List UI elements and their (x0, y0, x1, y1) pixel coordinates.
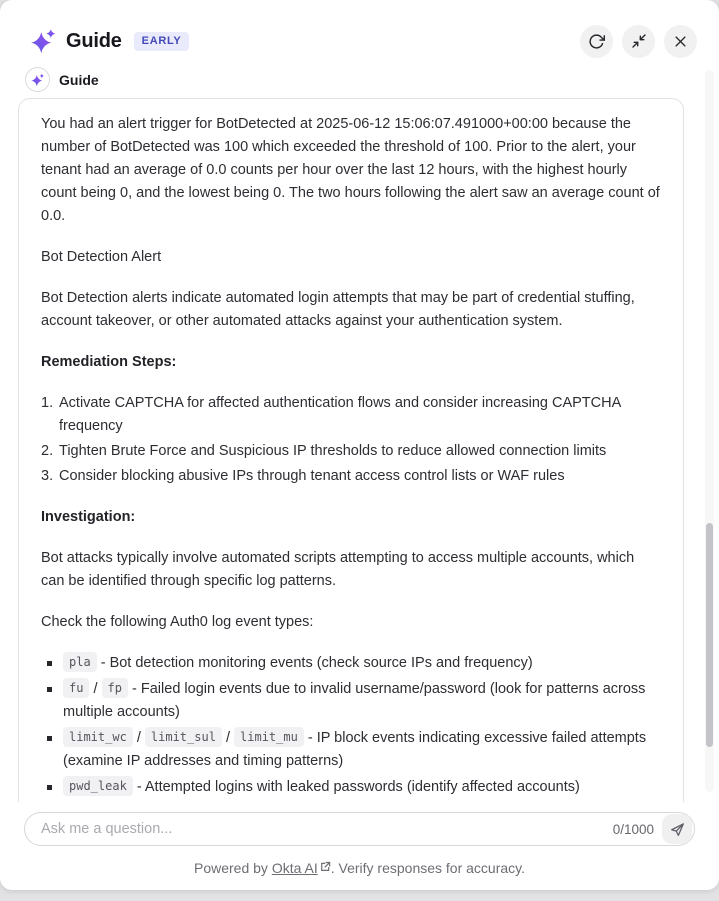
investigation-paragraph: Bot attacks typically involve automated scripts attempting to access multiple accounts, which can be identified through specific log patterns. (41, 550, 635, 589)
bullet-icon (47, 785, 52, 790)
scrollbar-thumb[interactable] (706, 523, 713, 747)
composer (24, 812, 695, 846)
footer-prefix: Powered by (193, 860, 272, 876)
external-link-icon (320, 859, 331, 875)
avatar (25, 67, 50, 92)
question-input[interactable] (41, 821, 607, 837)
log-events-intro-paragraph: Check the following Auth0 log event types: (41, 614, 314, 630)
collapse-button[interactable] (622, 25, 655, 58)
bullet-icon (47, 661, 52, 666)
chat-scroll-area[interactable] (0, 96, 719, 802)
panel-title: Guide (66, 29, 122, 52)
bullet-icon (47, 687, 52, 692)
assistant-message-card (18, 98, 684, 802)
list-item: 3. Consider blocking abusive IPs through tenant access control lists or WAF rules (41, 468, 565, 484)
sender-name: Guide (59, 71, 99, 88)
okta-ai-link[interactable]: Okta AI (271, 860, 318, 876)
sparkle-icon (30, 28, 57, 55)
alert-summary-paragraph: You had an alert trigger for BotDetected at 2025-06-12 15:06:07.491000+00:00 because the number of BotDetected was 100 which exceeded the threshold of 100. Prior to the alert, your tenant had an average of 0.0 counts per hour over the last 12 hours, with the highest hourly count being 0, and the lowest being 0. The two hours following the alert saw an average count of 0.0. (41, 116, 660, 224)
code-chip: limit_mu (234, 727, 304, 747)
list-item: pwd_leak - Attempted logins with leaked passwords (identify affected accounts) (41, 776, 661, 799)
close-button[interactable] (664, 25, 697, 58)
code-chip: pwd_leak (63, 776, 133, 796)
list-item: limit_wc / limit_sul / limit_mu - IP block events indicating excessive failed attempts (examine IP addresses and timing patterns) (41, 727, 661, 773)
list-item: fu / fp - Failed login events due to invalid username/password (look for patterns across multiple accounts) (41, 678, 661, 724)
code-chip: limit_wc (63, 727, 133, 747)
alert-title-paragraph: Bot Detection Alert (41, 249, 162, 265)
collapse-icon (631, 33, 647, 49)
footer-disclaimer (0, 859, 719, 876)
close-icon (673, 34, 688, 49)
send-button[interactable] (662, 814, 692, 844)
code-chip: fp (102, 678, 128, 698)
early-badge: EARLY (134, 32, 190, 51)
list-item: pla - Bot detection monitoring events (check source IPs and frequency) (41, 652, 661, 675)
send-icon (669, 821, 686, 838)
bullet-icon (47, 736, 52, 741)
message-sender-row (25, 67, 99, 92)
code-chip: pla (63, 652, 97, 672)
investigation-heading: Investigation: (41, 509, 136, 525)
code-chip: fu (63, 678, 89, 698)
remediation-list (41, 392, 661, 488)
refresh-button[interactable] (580, 25, 613, 58)
list-item: 2. Tighten Brute Force and Suspicious IP thresholds to reduce allowed connection limits (41, 443, 607, 459)
footer-suffix: . Verify responses for accuracy. (330, 860, 525, 876)
log-event-list (41, 652, 661, 799)
code-chip: limit_sul (145, 727, 222, 747)
remediation-heading: Remediation Steps: (41, 354, 177, 370)
list-item: 1. Activate CAPTCHA for affected authentication flows and consider increasing CAPTCHA frequency (41, 395, 621, 434)
panel-header (30, 24, 697, 58)
sparkle-icon (31, 73, 45, 87)
char-counter: 0/1000 (612, 821, 654, 837)
alert-description-paragraph: Bot Detection alerts indicate automated login attempts that may be part of credential stuffing, account takeover, or other automated attacks against your authentication system. (41, 290, 635, 329)
refresh-icon (588, 33, 605, 50)
